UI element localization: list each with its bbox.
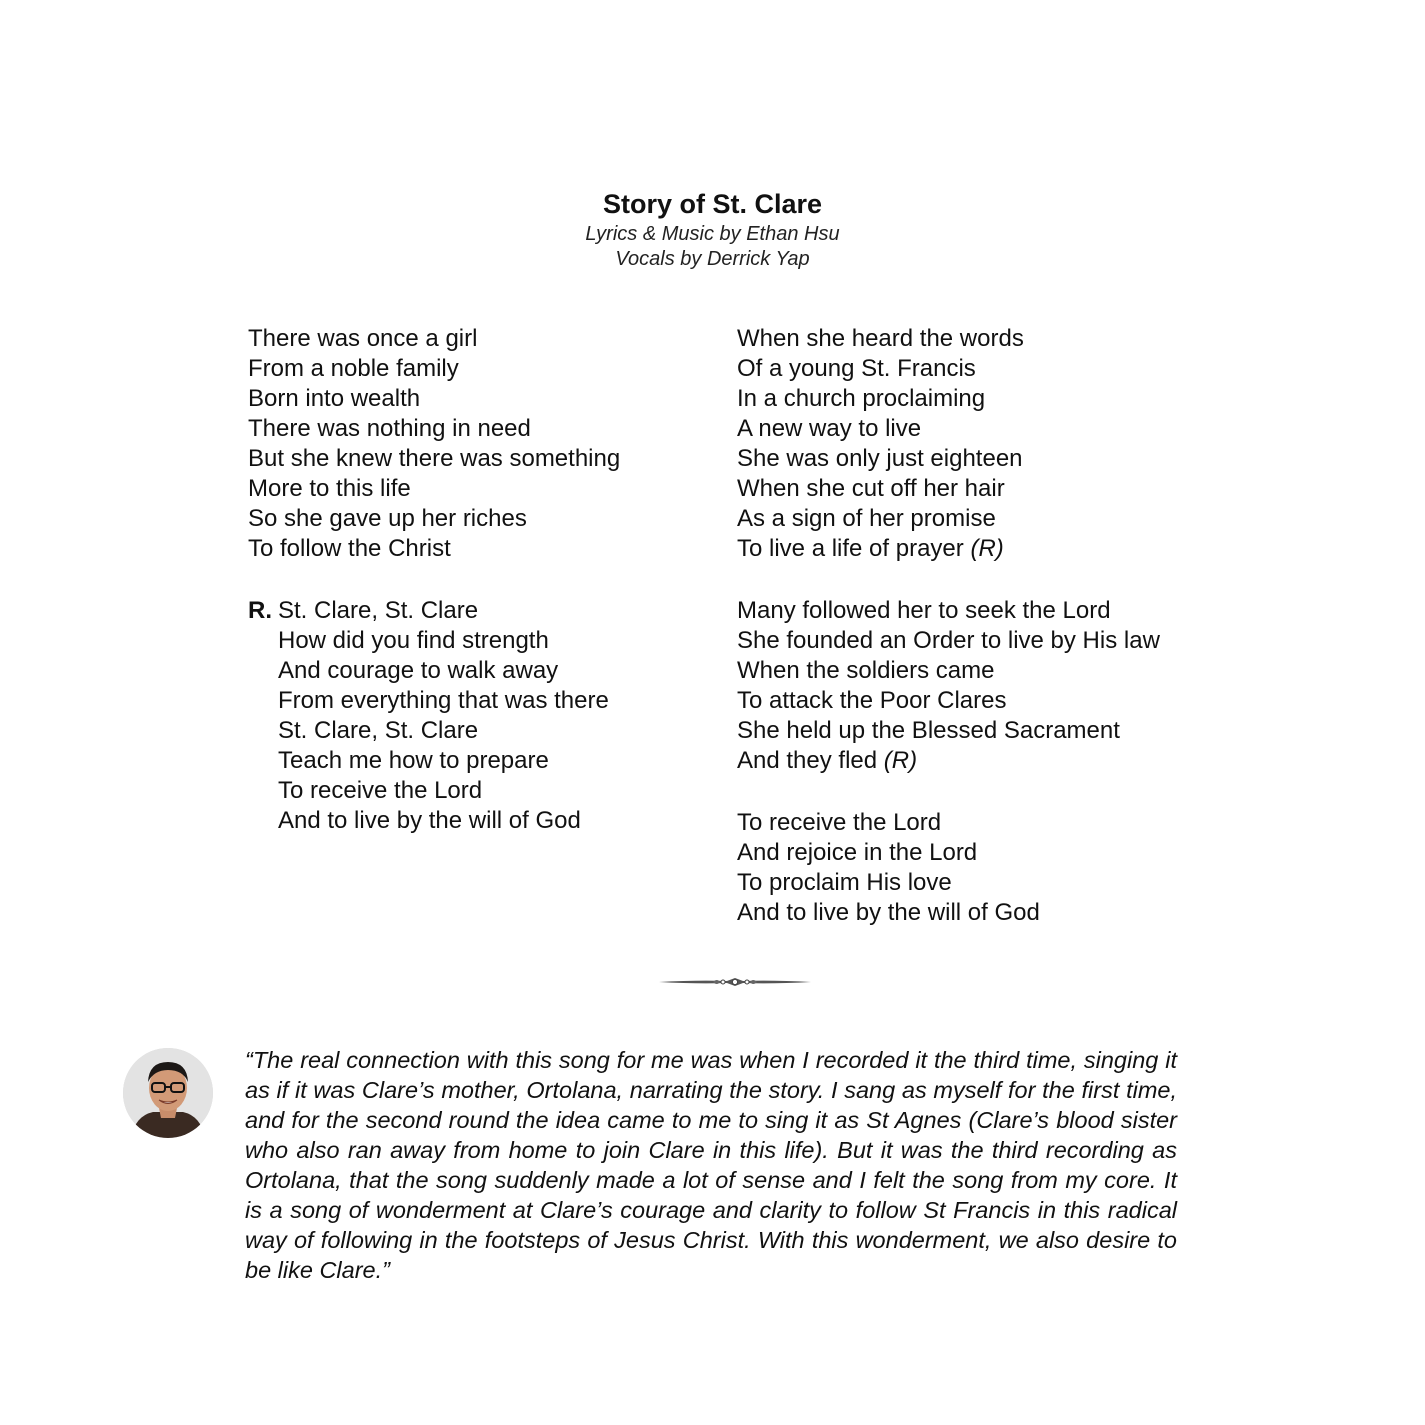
lyrics-right-column (737, 324, 1197, 928)
lyric-line: But she knew there was something (248, 445, 621, 472)
lyric-line: St. Clare, St. Clare (278, 717, 479, 744)
artist-quote: “The real connection with this song for me was when I recorded it the third time, singing it as if it was Clare’s mother, Ortolana, narrating the story. I sang as myself for the first time, and for the second round the idea came to me to sing it as St Agnes (Clare’s blood sister who also ran away from home to join Clare in this life). But it was the third recording as Ortolana, that the song suddenly made a lot of sense and I felt the song from my core. It is a song of wonderment at Clare’s courage and clarity to follow St Francis in this radical way of following in the footsteps of Jesus Christ. With this wonderment, we also desire to be like Clare.” (245, 1047, 1177, 1283)
lyrics-credit: Lyrics & Music by Ethan Hsu (585, 223, 840, 245)
vocals-credit: Vocals by Derrick Yap (615, 248, 810, 270)
lyric-line: From a noble family (248, 355, 459, 382)
lyric-line: To receive the Lord (737, 809, 942, 836)
lyric-line: In a church proclaiming (737, 385, 986, 412)
lyric-line: St. Clare, St. Clare (278, 597, 479, 624)
lyric-line: To follow the Christ (248, 535, 451, 562)
decorative-divider-icon (657, 972, 813, 992)
lyric-line: A new way to live (737, 415, 922, 442)
lyric-line: And rejoice in the Lord (737, 839, 978, 866)
lyric-line: Of a young St. Francis (737, 355, 976, 382)
lyric-line: She was only just eighteen (737, 445, 1023, 472)
lyric-line: When she cut off her hair (737, 475, 1005, 502)
lyric-line: When the soldiers came (737, 657, 995, 684)
lyric-line-with-tag (737, 746, 1197, 776)
lyric-line: And to live by the will of God (278, 807, 581, 834)
lyric-line: To live a life of prayer (737, 535, 964, 562)
lyric-line: So she gave up her riches (248, 505, 527, 532)
refrain-tag: (R) (970, 535, 1004, 562)
lyric-line: To receive the Lord (278, 777, 483, 804)
lyric-line: Born into wealth (248, 385, 421, 412)
verse-1 (248, 324, 708, 564)
lyric-line: And courage to walk away (278, 657, 559, 684)
song-header (0, 186, 1425, 272)
song-title: Story of St. Clare (602, 189, 823, 219)
lyric-line: There was nothing in need (248, 415, 531, 442)
refrain (248, 596, 708, 836)
verse-3 (737, 596, 1197, 776)
lyric-line: To attack the Poor Clares (737, 687, 1007, 714)
portrait-avatar (123, 1048, 213, 1138)
lyric-line: She held up the Blessed Sacrament (737, 717, 1120, 744)
lyric-line: More to this life (248, 475, 411, 502)
refrain-marker: R. (248, 597, 272, 624)
lyric-line: As a sign of her promise (737, 505, 996, 532)
lyric-line: And they fled (737, 747, 878, 774)
lyric-line: To proclaim His love (737, 869, 952, 896)
lyric-line: There was once a girl (248, 325, 478, 352)
lyric-line-with-tag (737, 534, 1197, 564)
lyric-line: Teach me how to prepare (278, 747, 549, 774)
lyric-line: From everything that was there (278, 687, 609, 714)
lyric-line: She founded an Order to live by His law (737, 627, 1160, 654)
refrain-first-line (248, 596, 708, 626)
lyric-line: Many followed her to seek the Lord (737, 597, 1111, 624)
lyric-line: And to live by the will of God (737, 899, 1040, 926)
verse-2 (737, 324, 1197, 564)
lyric-line: When she heard the words (737, 325, 1024, 352)
coda (737, 808, 1197, 928)
lyric-line: How did you find strength (278, 627, 549, 654)
lyrics-left-column (248, 324, 708, 836)
refrain-tag: (R) (883, 747, 918, 774)
